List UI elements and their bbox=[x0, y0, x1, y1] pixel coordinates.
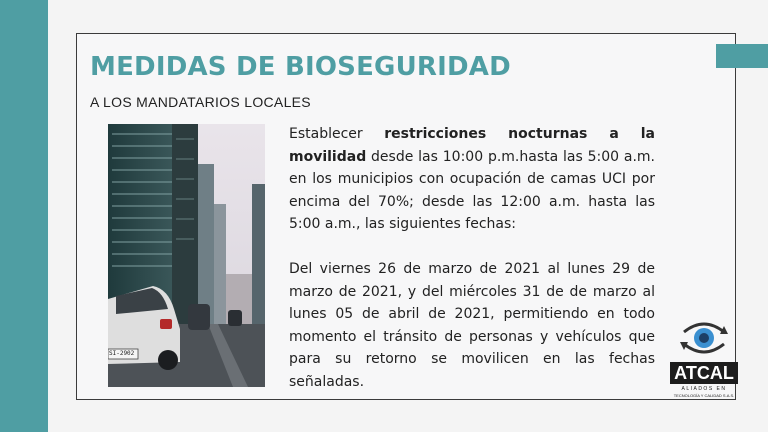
restriction-paragraph bbox=[289, 123, 655, 236]
logo-wordmark: ATCAL bbox=[674, 363, 734, 383]
slide-subtitle: A LOS MANDATARIOS LOCALES bbox=[90, 94, 311, 110]
logo-tagline-1: ALIADOS EN bbox=[681, 386, 727, 392]
logo-tagline-2: TECNOLOGÍA Y CALIDAD S.A.S. bbox=[673, 393, 735, 398]
restriction-details: desde las 10:00 p.m.hasta las 5:00 a.m. en los municipios con ocupación de camas UCI por encima del 70%; desde las 12:00 a.m. hasta las 5:00 a.m., las siguientes fechas: bbox=[289, 148, 655, 232]
eye-logo-icon bbox=[680, 324, 728, 352]
restriction-lead: Establecer bbox=[289, 126, 385, 142]
slide-title: MEDIDAS DE BIOSEGURIDAD bbox=[90, 52, 511, 82]
right-accent-tab bbox=[716, 44, 768, 68]
city-street-photo bbox=[108, 124, 265, 387]
license-plate: SI-2902 bbox=[109, 350, 135, 357]
dates-paragraph: Del viernes 26 de marzo de 2021 al lunes 29 de marzo de 2021, y del miércoles 31 de de marzo al lunes 05 de abril de 2021, permitiendo en todo momento el tránsito de personas y vehículos que para su retorno se movilicen en las fechas señaladas. bbox=[289, 261, 655, 390]
left-accent-bar bbox=[0, 0, 48, 432]
restriction-bold: restricciones nocturnas a la movilidad bbox=[289, 126, 655, 165]
atcal-logo bbox=[668, 318, 740, 398]
